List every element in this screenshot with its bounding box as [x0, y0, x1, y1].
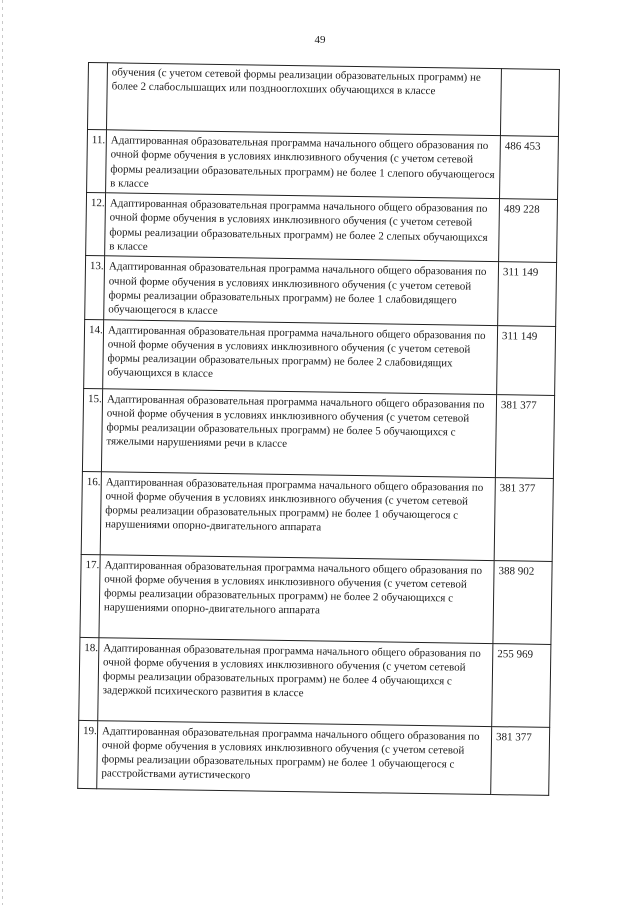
- row-number-cell: [87, 63, 107, 130]
- table-row: [82, 388, 554, 478]
- program-description: Адаптированная образовательная программа начального общего образования по очной форме обучения в условиях инклюзивного обучения (с учетом сетевой формы реализации образовательных программ) не более 1 обучающегося с нарушениями опорно-двигательного аппарата: [100, 471, 495, 560]
- cost-value: 255 969: [492, 643, 551, 727]
- program-description: Адаптированная образовательная программа начального общего образования по очной форме обучения в условиях инклюзивного обучения (с учетом сетевой формы реализации образовательных программ) не более 2 слепых обучающихся в классе: [105, 193, 500, 262]
- program-description: Адаптированная образовательная программа начального общего образования по очной форме обучения в условиях инклюзивного обучения (с учетом сетевой формы реализации образовательных программ) не более 1 слепого обучающегося в классе: [106, 130, 501, 199]
- row-number: 13.: [85, 256, 105, 319]
- program-description: обучения (с учетом сетевой формы реализации образовательных программ) не более 2 слабослышащих или позднооглохших обучающихся в классе: [106, 63, 501, 136]
- page-number: 49: [314, 34, 326, 46]
- table-row: [79, 637, 551, 727]
- cost-value: [500, 69, 559, 137]
- table-row: [81, 471, 553, 561]
- cost-value: 388 902: [493, 560, 552, 644]
- table-row: [78, 720, 550, 795]
- row-number: 19.: [78, 720, 98, 788]
- program-description: Адаптированная образовательная программа начального общего образования по очной форме обучения в условиях инклюзивного обучения (с учетом сетевой формы реализации образовательных программ) не более 4 обучающихся с задержкой психического развития в классе: [98, 637, 493, 726]
- table-row-continuation: [87, 63, 559, 137]
- table-row: [86, 193, 558, 263]
- cost-value: 489 228: [499, 199, 558, 263]
- row-number: 18.: [79, 637, 99, 720]
- cost-value: 381 377: [494, 477, 553, 561]
- row-number: 16.: [81, 471, 101, 554]
- table-row: [87, 129, 559, 199]
- row-number: 12.: [86, 193, 106, 256]
- table-row: [85, 256, 557, 326]
- cost-value: 381 377: [495, 394, 554, 478]
- scan-edge-line: [2, 0, 3, 905]
- row-number: 15.: [82, 388, 102, 471]
- row-number: 17.: [80, 554, 100, 637]
- program-description: Адаптированная образовательная программа начального общего образования по очной форме обучения в условиях инклюзивного обучения (с учетом сетевой формы реализации образовательных программ) не более 5 обучающихся с тяжелыми нарушениями речи в классе: [101, 388, 496, 477]
- program-cost-table: [77, 62, 560, 795]
- cost-value: 381 377: [491, 726, 550, 795]
- cost-value: 311 149: [497, 325, 556, 395]
- program-description: Адаптированная образовательная программа начального общего образования по очной форме обучения в условиях инклюзивного обучения (с учетом сетевой формы реализации образовательных программ) не более 1 обучающегося с расстройствами аутистического: [97, 720, 492, 794]
- row-number: 11.: [87, 129, 107, 192]
- program-description: Адаптированная образовательная программа начального общего образования по очной форме обучения в условиях инклюзивного обучения (с учетом сетевой формы реализации образовательных программ) не более 1 слабовидящего обучающегося в классе: [104, 256, 499, 325]
- cost-value: 311 149: [498, 262, 557, 326]
- program-description: Адаптированная образовательная программа начального общего образования по очной форме обучения в условиях инклюзивного обучения (с учетом сетевой формы реализации образовательных программ) не более 2 обучающихся с нарушениями опорно-двигательного аппарата: [99, 554, 494, 643]
- table-row: [80, 554, 552, 644]
- program-description: Адаптированная образовательная программа начального общего образования по очной форме обучения в условиях инклюзивного обучения (с учетом сетевой формы реализации образовательных программ) не более 2 слабовидящих обучающихся в классе: [103, 319, 498, 394]
- table-row: [84, 319, 556, 395]
- row-number: 14.: [84, 319, 104, 388]
- cost-value: 486 453: [500, 136, 559, 200]
